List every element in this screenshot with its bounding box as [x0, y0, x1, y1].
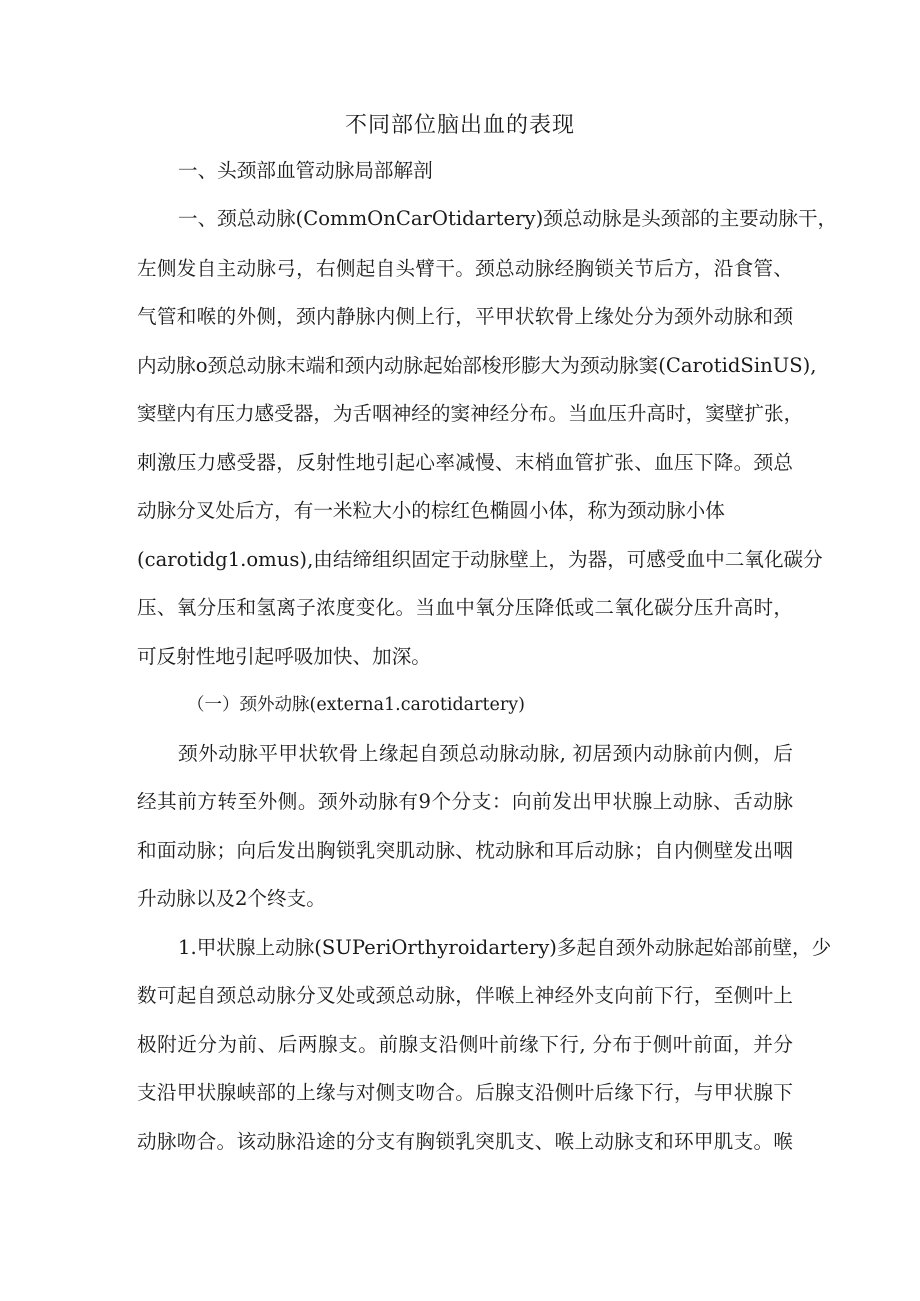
paragraph-line: 1.甲状腺上动脉(SUPeriOrthyroidartery)多起自颈外动脉起始部前壁，少: [178, 936, 832, 959]
paragraph-line: 刺激压力感受器，反射性地引起心率减慢、末梢血管扩张、血压下降。颈总: [137, 451, 793, 474]
paragraph-line: 动脉分叉处后方，有一米粒大小的棕红色椭圆小体，称为颈动脉小体: [137, 499, 725, 522]
section-heading: 一、头颈部血管动脉局部解剖: [178, 159, 433, 182]
subsection-heading: （一）颈外动脉(externa1.carotidartery): [187, 695, 525, 715]
paragraph-line: 极附近分为前、后两腺支。前腺支沿侧叶前缘下行, 分布于侧叶前面，并分: [137, 1033, 793, 1056]
paragraph-line: 内动脉o颈总动脉末端和颈内动脉起始部梭形膨大为颈动脉窦(CarotidSinUS),: [137, 354, 817, 377]
paragraph-line: 升动脉以及2个终支。: [137, 887, 326, 910]
paragraph-line: 颈外动脉平甲状软骨上缘起自颈总动脉动脉, 初居颈内动脉前内侧，后: [178, 742, 793, 765]
paragraph-line: 压、氧分压和氢离子浓度变化。当血中氧分压降低或二氧化碳分压升高时，: [137, 596, 793, 619]
document-title: 不同部位脑出血的表现: [344, 113, 575, 138]
paragraph-line: 和面动脉；向后发出胸锁乳突肌动脉、枕动脉和耳后动脉；自内侧壁发出咽: [137, 839, 793, 862]
paragraph-line: (carotidg1.omus),由结缔组织固定于动脉壁上，为器，可感受血中二氧化碳分: [137, 548, 823, 571]
paragraph-line: 一、颈总动脉(CommOnCarOtidartery)颈总动脉是头颈部的主要动脉干，: [178, 207, 838, 230]
paragraph-line: 可反射性地引起呼吸加快、加深。: [137, 645, 431, 668]
paragraph-line: 左侧发自主动脉弓，右侧起自头臂干。颈总动脉经胸锁关节后方，沿食管、: [137, 257, 793, 280]
paragraph-line: 数可起自颈总动脉分叉处或颈总动脉，伴喉上神经外支向前下行，至侧叶上: [137, 984, 793, 1007]
paragraph-line: 支沿甲状腺峡部的上缘与对侧支吻合。后腺支沿侧叶后缘下行，与甲状腺下: [137, 1081, 793, 1104]
paragraph-line: 窦壁内有压力感受器，为舌咽神经的窦神经分布。当血压升高时，窦壁扩张，: [137, 402, 804, 425]
paragraph-line: 经其前方转至外侧。颈外动脉有9个分支：向前发出甲状腺上动脉、舌动脉: [137, 790, 793, 813]
paragraph-line: 动脉吻合。该动脉沿途的分支有胸锁乳突肌支、喉上动脉支和环甲肌支。喉: [137, 1130, 793, 1153]
paragraph-line: 气管和喉的外侧，颈内静脉内侧上行，平甲状软骨上缘处分为颈外动脉和颈: [137, 305, 793, 328]
